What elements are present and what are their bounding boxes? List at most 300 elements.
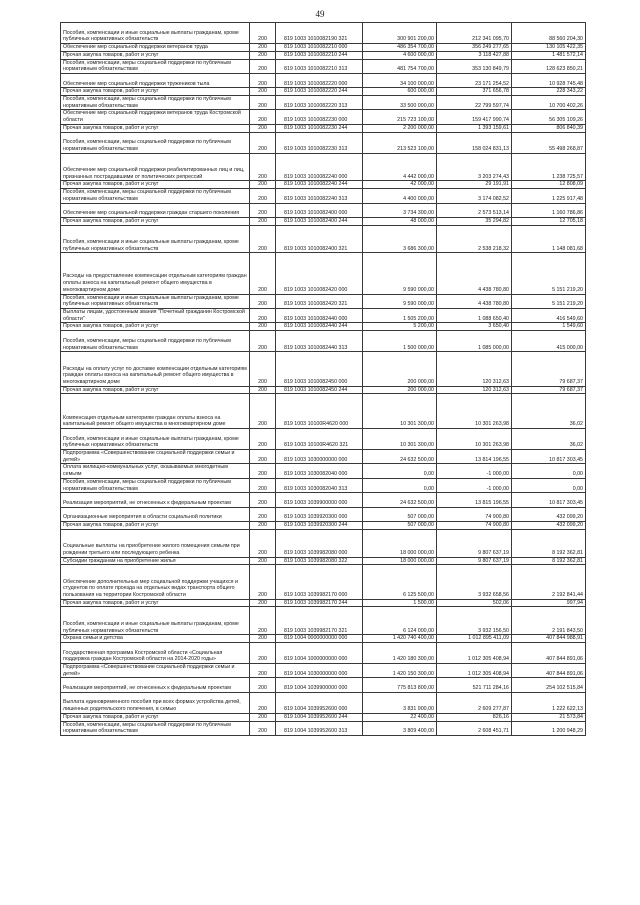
budget-table <box>60 22 586 736</box>
table-row <box>61 73 586 87</box>
cell-grbs: 200 <box>250 507 276 521</box>
cell-v1: 34 100 000,00 <box>363 73 437 87</box>
cell-name: Обеспечение мер социальной поддержки граждан старшего поколения <box>61 203 250 217</box>
cell-name: Прочая закупка товаров, работ и услуг <box>61 386 250 394</box>
cell-grbs: 200 <box>250 352 276 387</box>
cell-v2: 3 203 274,43 <box>437 153 512 181</box>
cell-v2: 1 088 650,40 <box>437 309 512 323</box>
cell-v2: 158 024 831,13 <box>437 132 512 153</box>
cell-v3: 2 191 843,50 <box>512 607 586 635</box>
cell-v3: 56 305 109,26 <box>512 110 586 124</box>
cell-v3: 10 817 303,45 <box>512 493 586 507</box>
cell-grbs: 200 <box>250 59 276 73</box>
cell-grbs: 200 <box>250 493 276 507</box>
cell-v1: 2 200 000,00 <box>363 124 437 132</box>
cell-v1: 215 723 100,00 <box>363 110 437 124</box>
cell-v2: 826,16 <box>437 713 512 721</box>
cell-v1: 48 000,00 <box>363 217 437 225</box>
cell-grbs: 200 <box>250 23 276 44</box>
cell-v1: 18 000 000,00 <box>363 529 437 557</box>
cell-grbs: 200 <box>250 386 276 394</box>
cell-v3: 416 549,60 <box>512 309 586 323</box>
cell-grbs: 200 <box>250 529 276 557</box>
cell-v1: 486 354 700,00 <box>363 44 437 52</box>
cell-v3: 0,00 <box>512 464 586 478</box>
cell-v2: 3 932 156,50 <box>437 607 512 635</box>
cell-code: 819 1003 10100R4620 321 <box>276 428 363 449</box>
table-row <box>61 557 586 565</box>
cell-v1: 775 813 800,00 <box>363 678 437 692</box>
cell-v1: 9 590 000,00 <box>363 253 437 294</box>
cell-code: 819 1003 1010082220 244 <box>276 88 363 96</box>
table-row <box>61 189 586 203</box>
cell-code: 819 1004 0000000000 000 <box>276 635 363 643</box>
cell-grbs: 200 <box>250 428 276 449</box>
cell-v1: 3 809 400,00 <box>363 721 437 735</box>
cell-v3: 997,94 <box>512 599 586 607</box>
table-row <box>61 642 586 663</box>
cell-v2: -1 000,00 <box>437 464 512 478</box>
cell-v3: 10 817 303,45 <box>512 450 586 464</box>
cell-grbs: 200 <box>250 478 276 492</box>
cell-code: 819 1003 1010082400 244 <box>276 217 363 225</box>
cell-v3: 5 151 219,20 <box>512 294 586 308</box>
table-row <box>61 428 586 449</box>
table-row <box>61 692 586 713</box>
table-row <box>61 323 586 331</box>
cell-v1: 6 125 500,00 <box>363 565 437 600</box>
cell-v3: 128 623 850,21 <box>512 59 586 73</box>
cell-grbs: 200 <box>250 635 276 643</box>
cell-grbs: 200 <box>250 450 276 464</box>
cell-name: Расходы на оплату услуг по доставке компенсации отдельным категориям граждан оплаты взноса на капитальный ремонт общего имущества в многоквартирном доме <box>61 352 250 387</box>
cell-grbs: 200 <box>250 189 276 203</box>
cell-code: 819 1003 1010082230 000 <box>276 110 363 124</box>
cell-v2: 3 118 427,88 <box>437 51 512 59</box>
table-row <box>61 88 586 96</box>
cell-name: Обеспечение мер социальной поддержки реабилитированных лиц и лиц, признанных пострадавшими от политических репрессий <box>61 153 250 181</box>
table-row <box>61 394 586 429</box>
cell-grbs: 200 <box>250 394 276 429</box>
cell-code: 819 1004 1039900000 000 <box>276 678 363 692</box>
cell-v3: 36,02 <box>512 394 586 429</box>
cell-v3: 12 808,09 <box>512 181 586 189</box>
cell-v3: 415 000,00 <box>512 331 586 352</box>
cell-v2: 159 417 990,74 <box>437 110 512 124</box>
cell-name: Реализация мероприятий, не отнесенных к федеральным проектам <box>61 493 250 507</box>
table-row <box>61 678 586 692</box>
cell-v2: 212 341 095,70 <box>437 23 512 44</box>
cell-v3: 55 498 268,87 <box>512 132 586 153</box>
cell-name: Реализация мероприятий, не отнесенных к федеральным проектам <box>61 678 250 692</box>
cell-v2: 1 012 305 408,94 <box>437 664 512 678</box>
cell-v1: 200 000,00 <box>363 352 437 387</box>
cell-name: Пособия, компенсации и иные социальные выплаты гражданам, кроме публичных нормативных обязательств <box>61 225 250 253</box>
table-row <box>61 507 586 521</box>
cell-name: Прочая закупка товаров, работ и услуг <box>61 713 250 721</box>
cell-code: 819 1003 1039982170 321 <box>276 607 363 635</box>
cell-grbs: 200 <box>250 44 276 52</box>
cell-v2: 4 438 780,80 <box>437 253 512 294</box>
table-row <box>61 331 586 352</box>
cell-v2: 22 799 597,74 <box>437 96 512 110</box>
cell-name: Прочая закупка товаров, работ и услуг <box>61 124 250 132</box>
cell-v3: 1 222 622,13 <box>512 692 586 713</box>
table-row <box>61 721 586 735</box>
cell-name: Охрана семьи и детства <box>61 635 250 643</box>
cell-v2: 1 012 895 411,09 <box>437 635 512 643</box>
cell-v3: 407 844 988,91 <box>512 635 586 643</box>
cell-v3: 1 200 948,29 <box>512 721 586 735</box>
cell-grbs: 200 <box>250 51 276 59</box>
cell-name: Расходы на предоставление компенсации отдельным категориям граждан оплаты взноса на капитальный ремонт общего имущества в многоквартирном доме <box>61 253 250 294</box>
cell-grbs: 200 <box>250 607 276 635</box>
cell-code: 819 1003 1039982080 000 <box>276 529 363 557</box>
cell-code: 819 1004 1039952600 244 <box>276 713 363 721</box>
cell-code: 819 1003 1010082400 321 <box>276 225 363 253</box>
table-row <box>61 110 586 124</box>
cell-v2: 13 814 196,55 <box>437 450 512 464</box>
cell-v1: 200 000,00 <box>363 386 437 394</box>
cell-v3: 228 343,22 <box>512 88 586 96</box>
cell-name: Пособия, компенсации и иные социальные выплаты гражданам, кроме публичных нормативных обязательств <box>61 23 250 44</box>
table-row <box>61 294 586 308</box>
cell-grbs: 200 <box>250 96 276 110</box>
cell-v1: 1 420 150 300,00 <box>363 664 437 678</box>
cell-grbs: 200 <box>250 713 276 721</box>
cell-code: 819 1003 1010082420 000 <box>276 253 363 294</box>
cell-v1: 0,00 <box>363 464 437 478</box>
cell-grbs: 200 <box>250 73 276 87</box>
cell-v3: 79 687,37 <box>512 386 586 394</box>
cell-v1: 1 500,00 <box>363 599 437 607</box>
cell-grbs: 200 <box>250 88 276 96</box>
cell-v3: 1 225 917,48 <box>512 189 586 203</box>
cell-v3: 2 192 841,44 <box>512 565 586 600</box>
cell-v2: 521 711 284,16 <box>437 678 512 692</box>
cell-name: Социальные выплаты на приобретение жилого помещения семьям при рождении третьего или последующего ребенка <box>61 529 250 557</box>
table-row <box>61 464 586 478</box>
cell-v3: 1 148 081,68 <box>512 225 586 253</box>
cell-name: Государственная программа Костромской области «Социальная поддержка граждан Костромской области на 2014-2020 годы» <box>61 642 250 663</box>
table-row <box>61 599 586 607</box>
cell-code: 819 1003 1010082190 321 <box>276 23 363 44</box>
cell-code: 819 1003 1039982170 244 <box>276 599 363 607</box>
table-row <box>61 51 586 59</box>
cell-v1: 1 505 200,00 <box>363 309 437 323</box>
cell-v3: 1 160 786,86 <box>512 203 586 217</box>
cell-name: Прочая закупка товаров, работ и услуг <box>61 51 250 59</box>
cell-v2: 1 085 000,00 <box>437 331 512 352</box>
cell-v2: 4 438 780,80 <box>437 294 512 308</box>
cell-v3: 1 549,60 <box>512 323 586 331</box>
table-row <box>61 23 586 44</box>
cell-v2: 10 301 263,98 <box>437 394 512 429</box>
cell-grbs: 200 <box>250 203 276 217</box>
cell-grbs: 200 <box>250 153 276 181</box>
cell-v1: 1 420 180 300,00 <box>363 642 437 663</box>
cell-v1: 42 000,00 <box>363 181 437 189</box>
cell-v1: 213 523 100,00 <box>363 132 437 153</box>
cell-name: Обеспечение мер социальной поддержки ветеранов труда <box>61 44 250 52</box>
cell-grbs: 200 <box>250 323 276 331</box>
cell-code: 819 1003 1039920300 244 <box>276 522 363 530</box>
cell-name: Прочая закупка товаров, работ и услуг <box>61 599 250 607</box>
cell-v3: 10 700 402,26 <box>512 96 586 110</box>
table-row <box>61 309 586 323</box>
table-row <box>61 153 586 181</box>
cell-grbs: 200 <box>250 692 276 713</box>
cell-code: 819 1003 1010082420 321 <box>276 294 363 308</box>
cell-v2: 371 656,78 <box>437 88 512 96</box>
cell-name: Компенсация отдельным категориям граждан оплаты взноса на капитальный ремонт общего имущества в многоквартирном доме <box>61 394 250 429</box>
table-row <box>61 225 586 253</box>
cell-v3: 432 099,20 <box>512 522 586 530</box>
cell-name: Прочая закупка товаров, работ и услуг <box>61 217 250 225</box>
cell-name: Подпрограмма «Совершенствование социальной поддержки семьи и детей» <box>61 664 250 678</box>
table-row <box>61 386 586 394</box>
cell-name: Прочая закупка товаров, работ и услуг <box>61 323 250 331</box>
cell-name: Субсидии гражданам на приобретение жилья <box>61 557 250 565</box>
cell-v1: 1 500 000,00 <box>363 331 437 352</box>
cell-v1: 507 000,00 <box>363 522 437 530</box>
table-row <box>61 713 586 721</box>
cell-v1: 33 500 000,00 <box>363 96 437 110</box>
page-number: 49 <box>315 9 325 19</box>
cell-v3: 432 099,20 <box>512 507 586 521</box>
cell-grbs: 200 <box>250 132 276 153</box>
cell-v3: 88 560 204,30 <box>512 23 586 44</box>
cell-code: 819 1004 1030000000 000 <box>276 664 363 678</box>
table-row <box>61 203 586 217</box>
cell-code: 819 1003 1039982170 000 <box>276 565 363 600</box>
cell-code: 819 1003 1030000000 000 <box>276 450 363 464</box>
cell-v1: 0,00 <box>363 478 437 492</box>
cell-grbs: 200 <box>250 599 276 607</box>
cell-v2: 3 650,40 <box>437 323 512 331</box>
cell-name: Пособия, компенсации и иные социальные выплаты гражданам, кроме публичных нормативных обязательств <box>61 607 250 635</box>
table-row <box>61 529 586 557</box>
cell-v2: 120 312,63 <box>437 352 512 387</box>
cell-v2: 23 171 254,52 <box>437 73 512 87</box>
cell-name: Выплаты лицам, удостоенным звания "Почетный гражданин Костромской области" <box>61 309 250 323</box>
table-row <box>61 44 586 52</box>
cell-v2: 74 900,80 <box>437 522 512 530</box>
cell-code: 819 1003 1010082230 244 <box>276 124 363 132</box>
cell-name: Обеспечение мер социальной поддержки тружеников тыла <box>61 73 250 87</box>
cell-code: 819 1003 1010082210 000 <box>276 44 363 52</box>
cell-v2: 29 191,91 <box>437 181 512 189</box>
cell-v2: 2 608 451,71 <box>437 721 512 735</box>
cell-v2: 356 249 277,65 <box>437 44 512 52</box>
cell-grbs: 200 <box>250 557 276 565</box>
cell-v2: 9 807 637,19 <box>437 557 512 565</box>
cell-name: Обеспечение дополнительных мер социальной поддержки учащихся и студентов по оплате проезда на отдельных видах транспорта общего пользования на территории Костромской области <box>61 565 250 600</box>
cell-code: 819 1003 1039900000 000 <box>276 493 363 507</box>
cell-name: Подпрограмма «Совершенствование социальной поддержки семьи и детей» <box>61 450 250 464</box>
cell-code: 819 1003 1010082440 000 <box>276 309 363 323</box>
table-row <box>61 522 586 530</box>
cell-v1: 3 734 300,00 <box>363 203 437 217</box>
cell-name: Пособия, компенсации, меры социальной поддержки по публичным нормативным обязательствам <box>61 331 250 352</box>
cell-name: Пособия, компенсации, меры социальной поддержки по публичным нормативным обязательствам <box>61 189 250 203</box>
cell-code: 819 1003 1010082220 000 <box>276 73 363 87</box>
cell-grbs: 200 <box>250 225 276 253</box>
cell-name: Пособия, компенсации, меры социальной поддержки по публичным нормативным обязательствам <box>61 96 250 110</box>
table-row <box>61 352 586 387</box>
cell-grbs: 200 <box>250 565 276 600</box>
cell-grbs: 200 <box>250 664 276 678</box>
cell-v3: 1 481 572,14 <box>512 51 586 59</box>
cell-grbs: 200 <box>250 331 276 352</box>
cell-v3: 1 238 725,57 <box>512 153 586 181</box>
table-row <box>61 635 586 643</box>
cell-code: 819 1003 1010082210 313 <box>276 59 363 73</box>
table-row <box>61 253 586 294</box>
cell-name: Выплата единовременного пособия при всех формах устройства детей, лишенных родительского попечения, в семью <box>61 692 250 713</box>
cell-code: 819 1003 1010082230 313 <box>276 132 363 153</box>
cell-v3: 10 928 745,48 <box>512 73 586 87</box>
cell-v1: 6 124 000,00 <box>363 607 437 635</box>
cell-code: 819 1003 1010082440 244 <box>276 323 363 331</box>
table-row <box>61 59 586 73</box>
cell-code: 819 1003 1010082240 244 <box>276 181 363 189</box>
cell-v1: 24 632 500,00 <box>363 493 437 507</box>
cell-v1: 300 901 200,00 <box>363 23 437 44</box>
cell-v2: 9 807 637,19 <box>437 529 512 557</box>
cell-v3: 8 192 362,81 <box>512 557 586 565</box>
cell-code: 819 1003 1010082450 244 <box>276 386 363 394</box>
table-row <box>61 493 586 507</box>
cell-name: Обеспечение мер социальной поддержки ветеранов труда Костромской области <box>61 110 250 124</box>
cell-v1: 600 000,00 <box>363 88 437 96</box>
cell-v2: 35 294,82 <box>437 217 512 225</box>
table-row <box>61 217 586 225</box>
cell-code: 819 1003 1010082220 313 <box>276 96 363 110</box>
table-row <box>61 124 586 132</box>
cell-name: Прочая закупка товаров, работ и услуг <box>61 88 250 96</box>
cell-v3: 407 844 891,06 <box>512 664 586 678</box>
cell-v2: 502,06 <box>437 599 512 607</box>
cell-v2: 3 174 082,52 <box>437 189 512 203</box>
cell-code: 819 1004 1039952600 313 <box>276 721 363 735</box>
cell-v2: 10 301 263,98 <box>437 428 512 449</box>
cell-v1: 10 301 300,00 <box>363 394 437 429</box>
cell-code: 819 1003 1010082240 313 <box>276 189 363 203</box>
cell-code: 819 1003 1010082440 313 <box>276 331 363 352</box>
cell-v3: 36,02 <box>512 428 586 449</box>
cell-v2: 13 815 196,55 <box>437 493 512 507</box>
cell-v1: 4 600 000,00 <box>363 51 437 59</box>
cell-v3: 5 151 219,20 <box>512 253 586 294</box>
cell-v3: 0,00 <box>512 478 586 492</box>
cell-v1: 4 442 000,00 <box>363 153 437 181</box>
cell-v2: 2 573 513,14 <box>437 203 512 217</box>
cell-v1: 3 686 300,00 <box>363 225 437 253</box>
cell-v3: 407 844 891,06 <box>512 642 586 663</box>
cell-v1: 5 200,00 <box>363 323 437 331</box>
table-row <box>61 96 586 110</box>
table-row <box>61 607 586 635</box>
table-row <box>61 664 586 678</box>
cell-code: 819 1003 1010082240 000 <box>276 153 363 181</box>
cell-grbs: 200 <box>250 464 276 478</box>
cell-v1: 9 590 000,00 <box>363 294 437 308</box>
cell-name: Пособия, компенсации и иные социальные выплаты гражданам, кроме публичных нормативных обязательств <box>61 428 250 449</box>
cell-v2: 74 900,80 <box>437 507 512 521</box>
table-row <box>61 450 586 464</box>
table-row <box>61 565 586 600</box>
cell-v3: 254 102 515,84 <box>512 678 586 692</box>
cell-code: 819 1003 10100R4620 000 <box>276 394 363 429</box>
cell-name: Пособия, компенсации, меры социальной поддержки по публичным нормативным обязательствам <box>61 132 250 153</box>
cell-grbs: 200 <box>250 294 276 308</box>
cell-v2: -1 000,00 <box>437 478 512 492</box>
cell-code: 819 1004 1039952600 000 <box>276 692 363 713</box>
cell-name: Пособия, компенсации, меры социальной поддержки по публичным нормативным обязательствам <box>61 59 250 73</box>
table-row <box>61 478 586 492</box>
cell-code: 819 1003 1039920300 000 <box>276 507 363 521</box>
cell-v2: 120 312,63 <box>437 386 512 394</box>
cell-grbs: 200 <box>250 110 276 124</box>
cell-grbs: 200 <box>250 721 276 735</box>
cell-v1: 481 754 700,00 <box>363 59 437 73</box>
cell-code: 819 1003 1030082040 000 <box>276 464 363 478</box>
cell-v3: 21 573,84 <box>512 713 586 721</box>
cell-code: 819 1003 1010082450 000 <box>276 352 363 387</box>
cell-grbs: 200 <box>250 181 276 189</box>
cell-v3: 130 105 422,35 <box>512 44 586 52</box>
cell-v3: 806 840,39 <box>512 124 586 132</box>
cell-code: 819 1003 1030082040 313 <box>276 478 363 492</box>
cell-grbs: 200 <box>250 253 276 294</box>
cell-v1: 4 400 000,00 <box>363 189 437 203</box>
table-row <box>61 132 586 153</box>
cell-v3: 79 687,37 <box>512 352 586 387</box>
cell-code: 819 1003 1010082210 244 <box>276 51 363 59</box>
cell-name: Пособия, компенсации и иные социальные выплаты гражданам, кроме публичных нормативных обязательств <box>61 294 250 308</box>
cell-v2: 3 932 658,56 <box>437 565 512 600</box>
cell-name: Прочая закупка товаров, работ и услуг <box>61 181 250 189</box>
cell-v2: 1 012 305 408,94 <box>437 642 512 663</box>
cell-v1: 22 400,00 <box>363 713 437 721</box>
cell-v2: 353 130 849,79 <box>437 59 512 73</box>
cell-grbs: 200 <box>250 217 276 225</box>
cell-v1: 3 831 900,00 <box>363 692 437 713</box>
cell-code: 819 1004 1000000000 000 <box>276 642 363 663</box>
cell-v1: 24 632 500,00 <box>363 450 437 464</box>
cell-v1: 18 000 000,00 <box>363 557 437 565</box>
cell-name: Оплата жилищно-коммунальных услуг, оказываемых многодетным семьям <box>61 464 250 478</box>
cell-v2: 2 609 277,87 <box>437 692 512 713</box>
cell-v1: 507 000,00 <box>363 507 437 521</box>
cell-v2: 2 538 218,32 <box>437 225 512 253</box>
cell-name: Пособия, компенсации, меры социальной поддержки по публичным нормативным обязательствам <box>61 478 250 492</box>
cell-name: Пособия, компенсации, меры социальной поддержки по публичным нормативным обязательствам <box>61 721 250 735</box>
cell-v3: 8 192 362,81 <box>512 529 586 557</box>
cell-grbs: 200 <box>250 678 276 692</box>
cell-v3: 12 705,18 <box>512 217 586 225</box>
cell-v1: 10 301 300,00 <box>363 428 437 449</box>
cell-v2: 1 393 159,61 <box>437 124 512 132</box>
cell-grbs: 200 <box>250 522 276 530</box>
cell-name: Прочая закупка товаров, работ и услуг <box>61 522 250 530</box>
cell-v1: 1 420 740 400,00 <box>363 635 437 643</box>
cell-grbs: 200 <box>250 124 276 132</box>
table-row <box>61 181 586 189</box>
cell-code: 819 1003 1039982080 322 <box>276 557 363 565</box>
cell-grbs: 200 <box>250 309 276 323</box>
